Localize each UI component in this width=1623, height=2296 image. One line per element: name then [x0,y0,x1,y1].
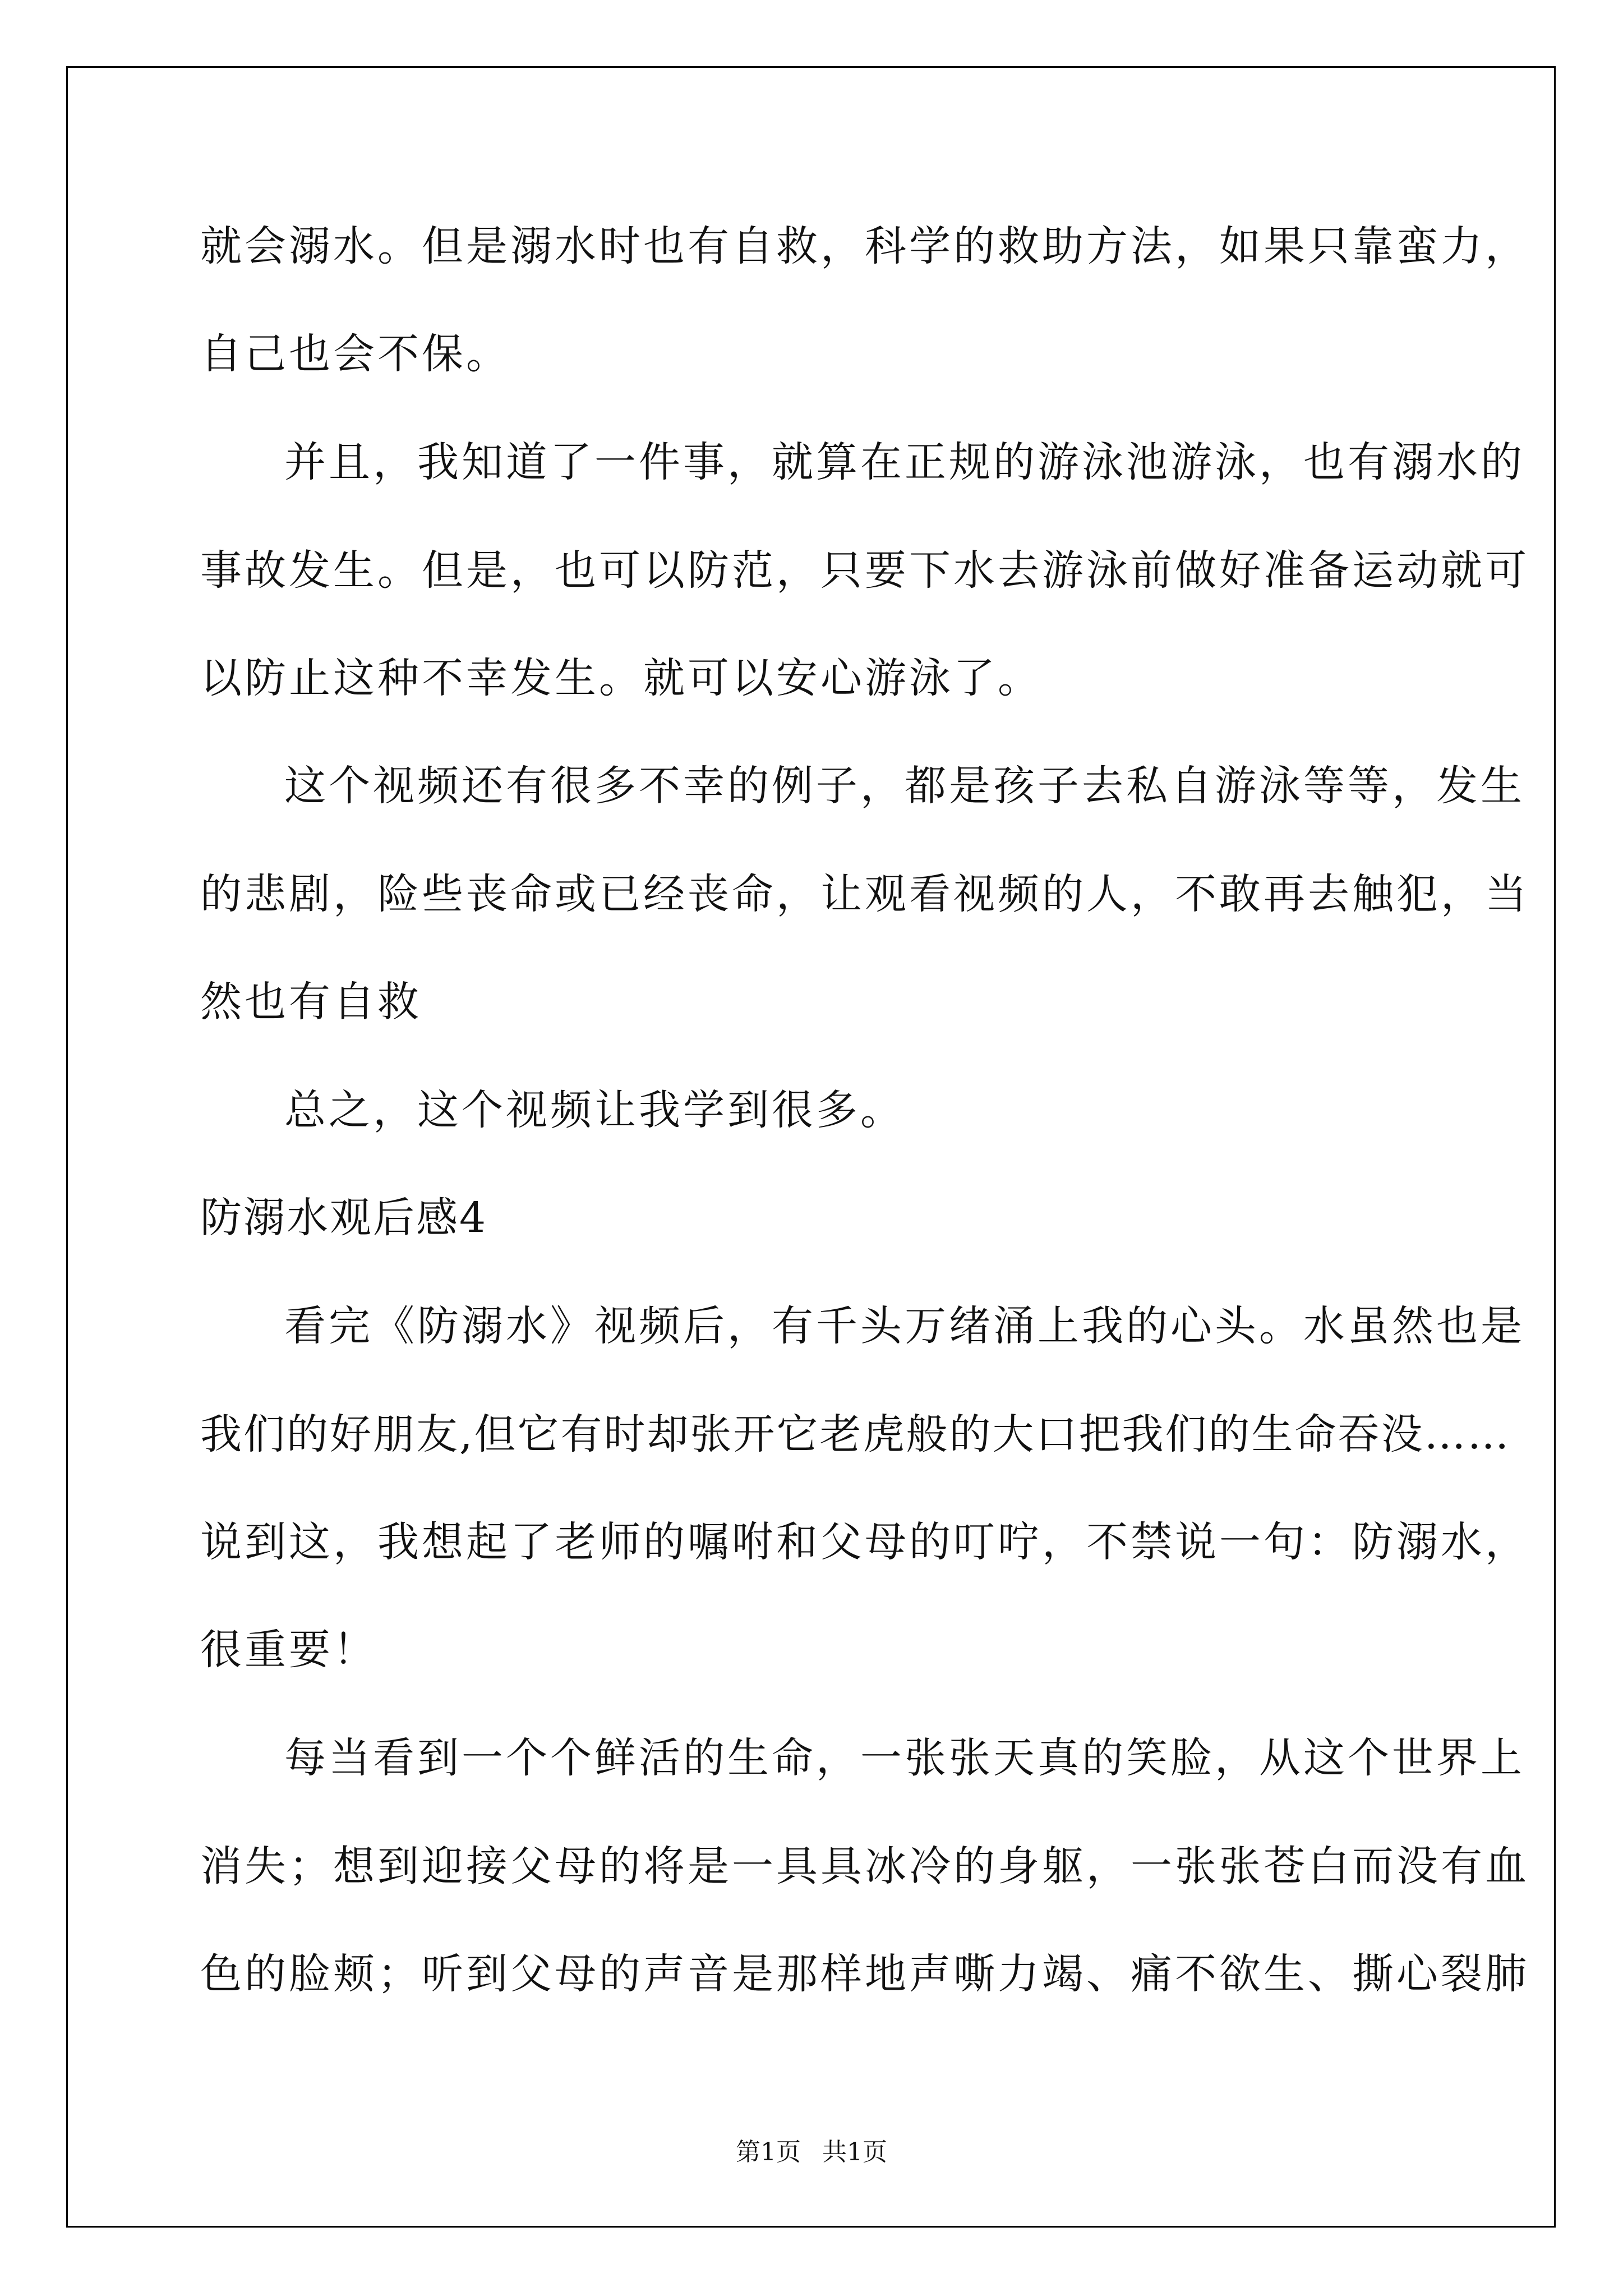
paragraph-start: 每当看到一个个鲜活的生命，一张张天真的笑脸，从这个世界上 [284,1734,1525,1782]
text-line: 的悲剧，险些丧命或已经丧命，让观看视频的人，不敢再去触犯，当 [200,870,1529,918]
paragraph-start: 看完《防溺水》视频后，有千头万绪涌上我的心头。水虽然也是 [284,1302,1525,1350]
paragraph-start: 这个视频还有很多不幸的例子，都是孩子去私自游泳等等，发生 [284,762,1525,810]
text-line: 自己也会不保。 [200,330,510,378]
section-heading: 防溺水观后感4 [200,1194,488,1242]
text-line: 说到这，我想起了老师的嘱咐和父母的叮咛，不禁说一句：防溺水， [200,1518,1529,1566]
page-number: 第1页 [736,2138,801,2166]
page-footer [0,2132,1623,2168]
paragraph-start: 并且，我知道了一件事，就算在正规的游泳池游泳，也有溺水的 [284,438,1525,486]
page-border [66,66,1556,2228]
text-line: 很重要！ [200,1626,377,1674]
paragraph-start: 总之，这个视频让我学到很多。 [284,1086,905,1134]
text-line: 以防止这种不幸发生。就可以安心游泳了。 [200,654,1042,702]
text-line: 就会溺水。但是溺水时也有自救，科学的救助方法，如果只靠蛮力， [200,222,1529,270]
text-line: 事故发生。但是，也可以防范，只要下水去游泳前做好准备运动就可 [200,546,1529,595]
text-line: 消失；想到迎接父母的将是一具具冰冷的身躯，一张张苍白而没有血 [200,1842,1529,1890]
text-line: 色的脸颊；听到父母的声音是那样地声嘶力竭、痛不欲生、撕心裂肺 [200,1950,1529,1998]
text-line: 我们的好朋友,但它有时却张开它老虎般的大口把我们的生命吞没…… [200,1410,1511,1458]
page-total: 共1页 [822,2138,887,2166]
text-line: 然也有自救 [200,978,422,1026]
